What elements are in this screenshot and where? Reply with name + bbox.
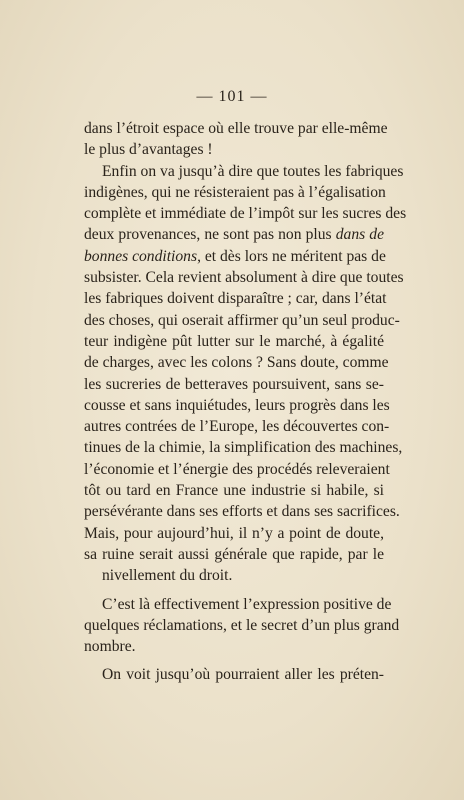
text-line: le plus d’avantages ! (84, 141, 213, 159)
text-line: nombre. (84, 638, 136, 656)
text-line: les sucreries de betteraves poursuivent, sans se- (84, 375, 384, 393)
text-line: complète et immédiate de l’impôt sur les sucres des (84, 205, 407, 223)
text-line: sa ruine serait aussi générale que rapide, par le (84, 545, 384, 563)
text-line: autres contrées de l’Europe, les découvertes con- (84, 418, 390, 436)
text-line: les fabriques doivent disparaître ; car, dans l’état (84, 290, 387, 308)
text-line: C’est là effectivement l’expression positive de (102, 595, 392, 613)
text-line: bonnes conditions, et dès lors ne méritent pas de (84, 247, 386, 265)
text-line: indigènes, qui ne résisteraient pas à l’égalisation (84, 183, 386, 201)
text-line: subsister. Cela revient absolument à dire que toutes (84, 269, 404, 287)
text-line: teur indigène pût lutter sur le marché, à égalité (84, 332, 384, 350)
text-line: Mais, pour aujourd’hui, il n’y a point de doute, (84, 524, 384, 542)
text-line: dans l’étroit espace où elle trouve par elle-même (84, 120, 388, 137)
page-number: — 101 — (196, 88, 268, 105)
text-line: tôt ou tard en France une industrie si habile, si (84, 482, 384, 500)
text-line: des choses, qui oserait affirmer qu’un seul produc- (84, 311, 400, 329)
text-line: de charges, avec les colons ? Sans doute, comme (84, 354, 389, 372)
text-line: l’économie et l’énergie des procédés releveraient (84, 460, 390, 478)
text-line: quelques réclamations, et le secret d’un plus grand (84, 616, 400, 634)
text-line: Enfin on va jusqu’à dire que toutes les fabriques (102, 162, 404, 180)
text-line: nivellement du droit. (102, 567, 233, 585)
body-text (84, 118, 407, 686)
text-line: On voit jusqu’où pourraient aller les préten- (102, 666, 384, 684)
text-line: persévérante dans ses efforts et dans ses sacrifices. (84, 503, 400, 521)
text-line: cousse et sans inquiétudes, leurs progrès dans les (84, 396, 390, 414)
text-line: deux provenances, ne sont pas non plus dans de (84, 226, 384, 244)
text-line: tinues de la chimie, la simplification des machines, (84, 439, 403, 457)
